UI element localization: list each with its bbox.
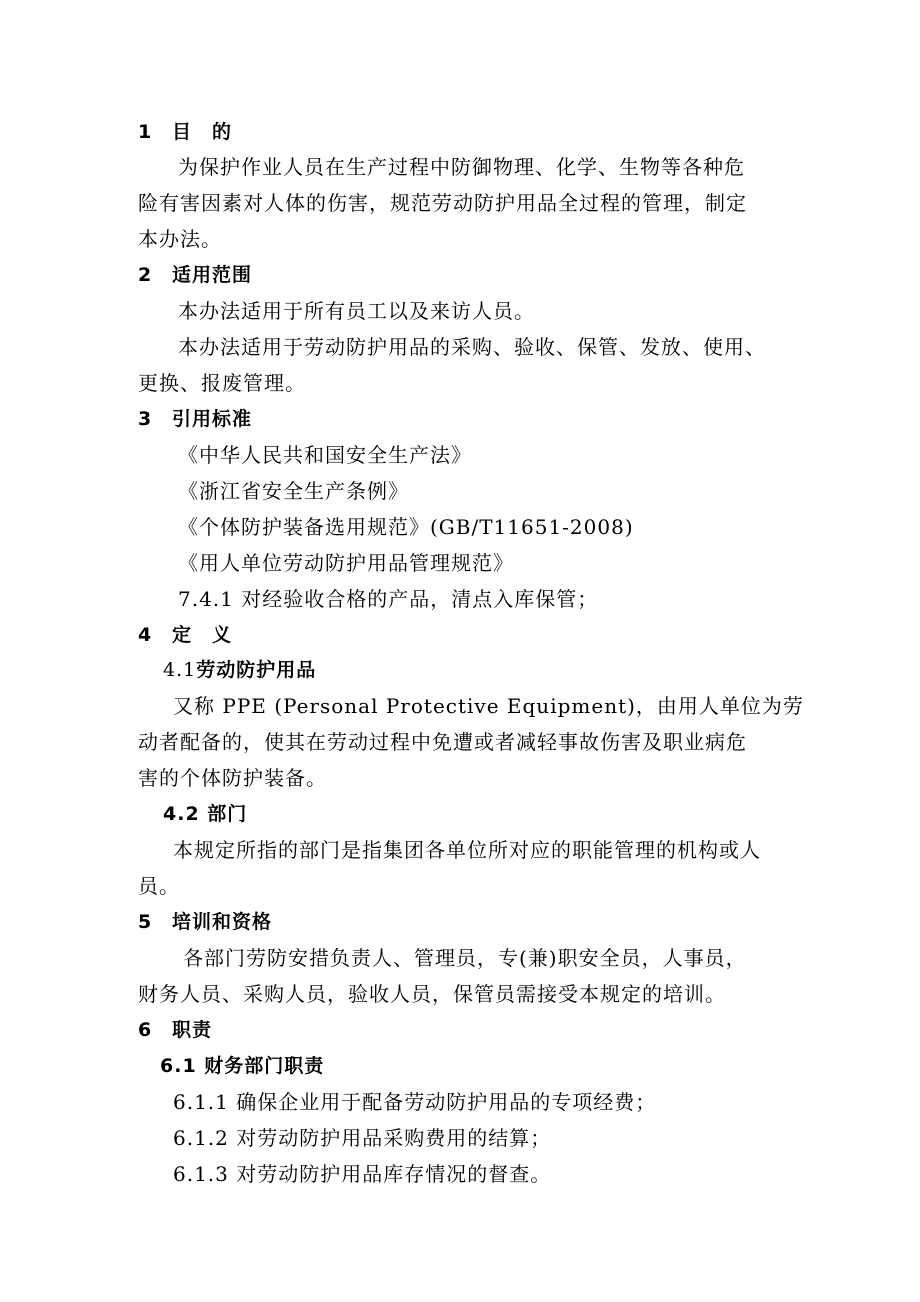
section-2-para2-line: 更换、报废管理。	[138, 371, 306, 395]
section-title: 目 的	[172, 121, 233, 143]
section-title: 定 义	[172, 624, 233, 646]
subsection-4-2-para-line: 员。	[138, 874, 180, 898]
duty-item: 6.1.1 确保企业用于配备劳动防护用品的专项经费；	[173, 1090, 657, 1114]
subsection-4-2-para-line: 本规定所指的部门是指集团各单位所对应的职能管理的机构或人	[173, 838, 761, 862]
section-number: 3	[138, 408, 153, 430]
section-4-heading	[138, 621, 232, 649]
reference-item: 《用人单位劳动防护用品管理规范》	[178, 551, 514, 575]
section-number: 5	[138, 911, 153, 933]
section-title: 职责	[172, 1019, 213, 1041]
section-5-heading	[138, 908, 272, 936]
section-6-heading	[138, 1016, 212, 1044]
subsection-4-1-para-line: 动者配备的，使其在劳动过程中免遭或者减轻事故伤害及职业病危	[138, 730, 747, 754]
subsection-6-1-heading: 6.1 财务部门职责	[160, 1055, 325, 1077]
section-number: 4	[138, 624, 153, 646]
subsection-4-2-heading: 4.2 部门	[163, 803, 248, 825]
reference-item: 《中华人民共和国安全生产法》	[178, 443, 472, 467]
reference-item: 《个体防护装备选用规范》(GB/T11651-2008)	[178, 515, 634, 539]
section-number: 6	[138, 1019, 153, 1041]
subsection-title: 劳动防护用品	[196, 659, 317, 681]
section-1-para-line: 险有害因素对人体的伤害，规范劳动防护用品全过程的管理，制定	[138, 191, 747, 215]
subsection-number: 4.1	[163, 659, 197, 681]
section-title: 引用标准	[172, 408, 253, 430]
section-5-para-line: 财务人员、采购人员，验收人员，保管员需接受本规定的培训。	[138, 982, 726, 1006]
subsection-4-1-para-line: 害的个体防护装备。	[138, 766, 327, 790]
subsection-4-1-para-line: 又称 PPE (Personal Protective Equipment)，由用人单位为劳	[173, 694, 804, 718]
section-title: 适用范围	[172, 264, 253, 286]
section-title: 培训和资格	[172, 911, 273, 933]
section-2-heading	[138, 261, 252, 289]
section-1-para-line: 本办法。	[138, 227, 222, 251]
section-3-extra-line: 7.4.1 对经验收合格的产品，清点入库保管；	[178, 587, 599, 611]
section-5-para-line: 各部门劳防安措负责人、管理员，专(兼)职安全员，人事员，	[183, 946, 747, 970]
section-1-heading	[138, 118, 232, 146]
section-2-para1: 本办法适用于所有员工以及来访人员。	[178, 299, 535, 323]
section-2-para2-line: 本办法适用于劳动防护用品的采购、验收、保管、发放、使用、	[178, 335, 766, 359]
duty-item: 6.1.2 对劳动防护用品采购费用的结算；	[173, 1126, 552, 1150]
section-3-heading	[138, 405, 252, 433]
duty-item: 6.1.3 对劳动防护用品库存情况的督查。	[173, 1162, 552, 1186]
section-1-para-line: 为保护作业人员在生产过程中防御物理、化学、生物等各种危	[178, 155, 745, 179]
section-number: 2	[138, 264, 153, 286]
reference-item: 《浙江省安全生产条例》	[178, 479, 409, 503]
subsection-4-1-heading	[163, 656, 316, 684]
section-number: 1	[138, 121, 153, 143]
